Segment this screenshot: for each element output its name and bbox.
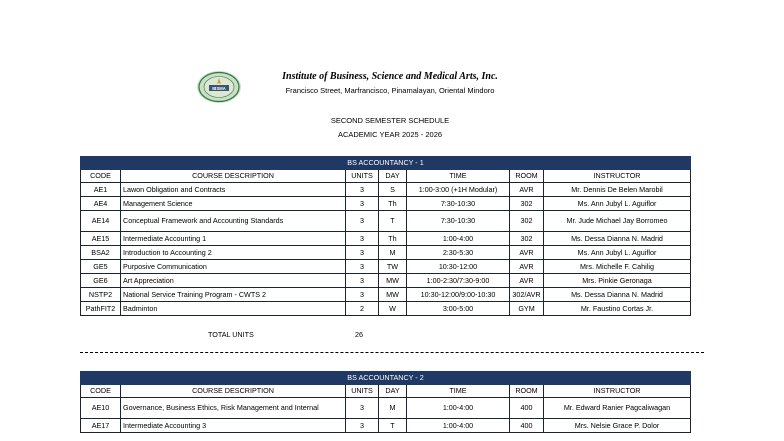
course-day: M	[379, 398, 407, 419]
course-description: Governance, Business Ethics, Risk Management and Internal	[121, 398, 346, 419]
table-row	[81, 260, 691, 274]
col-header-day: DAY	[379, 385, 407, 398]
col-header-instructor: INSTRUCTOR	[544, 170, 691, 183]
course-units: 3	[346, 274, 379, 288]
course-time: 1:00-4:00	[407, 232, 510, 246]
course-room: AVR	[510, 274, 544, 288]
course-instructor: Mrs. Michelle F. Cahilig	[544, 260, 691, 274]
course-units: 3	[346, 211, 379, 232]
col-header-code: CODE	[81, 170, 121, 183]
course-time: 1:00-3:00 (+1H Modular)	[407, 183, 510, 197]
course-code: AE4	[81, 197, 121, 211]
course-day: W	[379, 302, 407, 316]
course-room: GYM	[510, 302, 544, 316]
course-day: TW	[379, 260, 407, 274]
col-header-room: ROOM	[510, 170, 544, 183]
table-title: BS ACCOUNTANCY - 1	[81, 157, 691, 170]
academic-year: ACADEMIC YEAR 2025 - 2026	[337, 130, 443, 139]
course-code: AE1	[81, 183, 121, 197]
course-code: AE15	[81, 232, 121, 246]
course-room: 400	[510, 398, 544, 419]
table-row	[81, 288, 691, 302]
course-time: 7:30-10:30	[407, 211, 510, 232]
course-instructor: Ms. Ann Jubyl L. Aguiflor	[544, 246, 691, 260]
course-time: 10:30-12:00/9:00-10:30	[407, 288, 510, 302]
course-description: National Service Training Program - CWTS 2	[121, 288, 346, 302]
course-room: 400	[510, 419, 544, 433]
course-day: MW	[379, 288, 407, 302]
col-header-time: TIME	[407, 170, 510, 183]
col-header-day: DAY	[379, 170, 407, 183]
course-units: 3	[346, 197, 379, 211]
course-instructor: Mrs. Pinkie Geronaga	[544, 274, 691, 288]
table-row	[81, 302, 691, 316]
course-units: 3	[346, 246, 379, 260]
course-time: 2:30-5:30	[407, 246, 510, 260]
course-description: Art Appreciation	[121, 274, 346, 288]
course-code: PathFIT2	[81, 302, 121, 316]
col-header-description: COURSE DESCRIPTION	[121, 385, 346, 398]
course-units: 3	[346, 260, 379, 274]
course-day: S	[379, 183, 407, 197]
total-units-value: 26	[355, 330, 363, 339]
table-header-row	[81, 170, 691, 183]
table-row	[81, 398, 691, 419]
col-header-units: UNITS	[346, 170, 379, 183]
course-instructor: Mrs. Nelsie Grace P. Dolor	[544, 419, 691, 433]
course-code: AE14	[81, 211, 121, 232]
schedule-table-bsa1	[80, 156, 691, 316]
course-units: 3	[346, 232, 379, 246]
course-units: 3	[346, 183, 379, 197]
course-description: Conceptual Framework and Accounting Standards	[121, 211, 346, 232]
course-code: AE10	[81, 398, 121, 419]
course-room: 302	[510, 197, 544, 211]
table-row	[81, 211, 691, 232]
course-units: 2	[346, 302, 379, 316]
course-time: 7:30-10:30	[407, 197, 510, 211]
institution-seal	[196, 70, 242, 104]
course-day: Th	[379, 232, 407, 246]
table-title: BS ACCOUNTANCY - 2	[81, 372, 691, 385]
course-units: 3	[346, 288, 379, 302]
total-units-label: TOTAL UNITS	[208, 330, 254, 339]
course-description: Purposive Communication	[121, 260, 346, 274]
course-instructor: Mr. Dennis De Belen Marobil	[544, 183, 691, 197]
table-row	[81, 232, 691, 246]
table-row	[81, 246, 691, 260]
table-row	[81, 197, 691, 211]
institution-name: Institute of Business, Science and Medical Arts, Inc.	[282, 71, 498, 82]
course-description: Intermediate Accounting 3	[121, 419, 346, 433]
table-row	[81, 274, 691, 288]
course-instructor: Mr. Edward Ranier Pagcaliwagan	[544, 398, 691, 419]
course-code: BSA2	[81, 246, 121, 260]
course-room: 302	[510, 211, 544, 232]
course-day: T	[379, 211, 407, 232]
course-room: 302	[510, 232, 544, 246]
course-description: Lawon Obligation and Contracts	[121, 183, 346, 197]
col-header-instructor: INSTRUCTOR	[544, 385, 691, 398]
course-day: MW	[379, 274, 407, 288]
course-time: 1:00-4:00	[407, 398, 510, 419]
course-code: AE17	[81, 419, 121, 433]
svg-text:IBSMA: IBSMA	[212, 86, 226, 91]
course-day: M	[379, 246, 407, 260]
course-room: AVR	[510, 183, 544, 197]
course-instructor: Mr. Faustino Cortas Jr.	[544, 302, 691, 316]
table-row	[81, 419, 691, 433]
course-description: Management Science	[121, 197, 346, 211]
course-instructor: Ms. Dessa Dianna N. Madrid	[544, 232, 691, 246]
schedule-table-bsa2	[80, 371, 691, 433]
col-header-time: TIME	[407, 385, 510, 398]
course-code: GE5	[81, 260, 121, 274]
schedule-title: SECOND SEMESTER SCHEDULE	[330, 116, 450, 125]
course-description: Intermediate Accounting 1	[121, 232, 346, 246]
course-units: 3	[346, 398, 379, 419]
course-room: 302/AVR	[510, 288, 544, 302]
table-header-row	[81, 385, 691, 398]
col-header-description: COURSE DESCRIPTION	[121, 170, 346, 183]
course-room: AVR	[510, 246, 544, 260]
course-description: Badminton	[121, 302, 346, 316]
col-header-code: CODE	[81, 385, 121, 398]
course-time: 3:00-5:00	[407, 302, 510, 316]
course-code: GE6	[81, 274, 121, 288]
course-units: 3	[346, 419, 379, 433]
col-header-units: UNITS	[346, 385, 379, 398]
course-day: T	[379, 419, 407, 433]
course-code: NSTP2	[81, 288, 121, 302]
course-room: AVR	[510, 260, 544, 274]
course-description: Introduction to Accounting 2	[121, 246, 346, 260]
course-instructor: Ms. Dessa Dianna N. Madrid	[544, 288, 691, 302]
institution-address: Francisco Street, Marfrancisco, Pinamalayan, Oriental Mindoro	[285, 86, 495, 95]
table-row	[81, 183, 691, 197]
course-instructor: Mr. Jude Michael Jay Borromeo	[544, 211, 691, 232]
course-instructor: Ms. Ann Jubyl L. Aguiflor	[544, 197, 691, 211]
col-header-room: ROOM	[510, 385, 544, 398]
course-time: 10:30-12:00	[407, 260, 510, 274]
page-divider	[80, 352, 704, 353]
course-time: 1:00-4:00	[407, 419, 510, 433]
course-time: 1:00-2:30/7:30-9:00	[407, 274, 510, 288]
course-day: Th	[379, 197, 407, 211]
